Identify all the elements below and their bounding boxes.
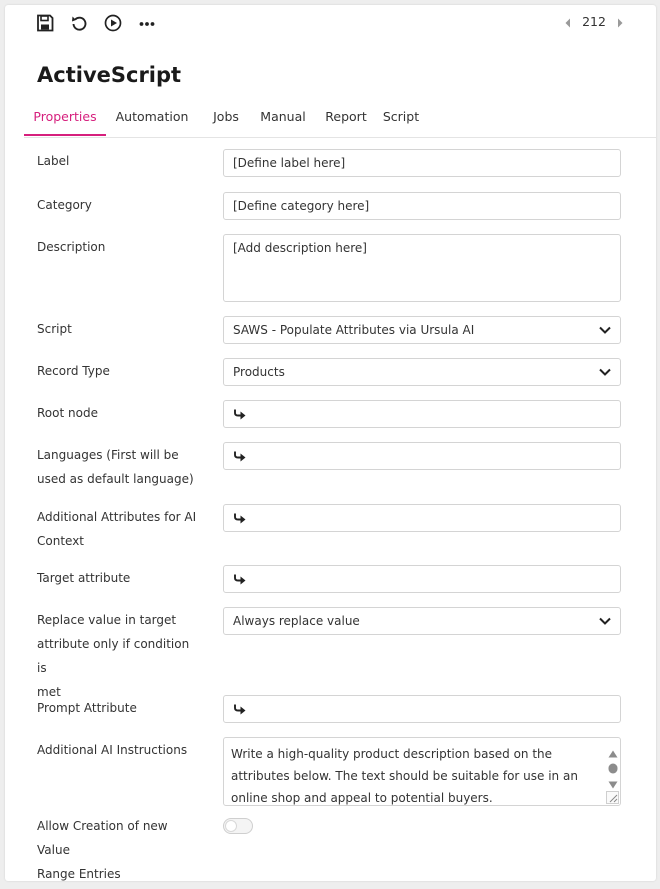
description-field-label: Description — [37, 240, 106, 254]
scroll-up-icon[interactable] — [607, 744, 619, 754]
record-type-field-label: Record Type — [37, 364, 110, 378]
script-select-value: SAWS - Populate Attributes via Ursula AI — [233, 323, 475, 337]
replace-value-select[interactable] — [223, 607, 621, 635]
target-attribute-input[interactable] — [223, 565, 621, 593]
replace-value-label-line2: attribute only if condition is — [37, 637, 190, 675]
undo-icon[interactable] — [69, 13, 89, 33]
additional-attributes-field-label — [37, 505, 202, 553]
description-textarea[interactable] — [223, 234, 621, 302]
toolbar — [5, 5, 656, 41]
target-attribute-field-label: Target attribute — [37, 571, 131, 585]
languages-label-line2: used as default language) — [37, 472, 194, 486]
description-textarea-value: [Add description here] — [233, 241, 367, 255]
additional-attributes-input[interactable] — [223, 504, 621, 532]
next-record-icon[interactable] — [615, 17, 625, 29]
tab-properties[interactable]: Properties — [24, 103, 106, 136]
record-number: 212 — [582, 14, 606, 29]
ai-instructions-field-label: Additional AI Instructions — [37, 743, 188, 757]
replace-value-select-value: Always replace value — [233, 614, 360, 628]
replace-value-label-line3: met — [37, 685, 61, 699]
save-icon[interactable] — [35, 13, 55, 33]
additional-attributes-label-line1: Additional Attributes for AI — [37, 510, 197, 524]
tab-jobs[interactable]: Jobs — [213, 109, 239, 124]
link-arrow-icon[interactable] — [233, 408, 247, 421]
replace-value-label-line1: Replace value in target — [37, 613, 177, 627]
replace-value-field-label — [37, 608, 202, 704]
allow-creation-toggle[interactable] — [223, 818, 253, 834]
play-icon[interactable] — [103, 13, 123, 33]
tab-script[interactable]: Script — [382, 109, 420, 124]
page-title: ActiveScript — [37, 63, 182, 87]
chevron-down-icon — [598, 616, 612, 626]
more-icon[interactable] — [137, 13, 157, 33]
tab-automation[interactable]: Automation — [115, 109, 189, 124]
allow-creation-label-line2: Range Entries — [37, 867, 121, 881]
tab-report[interactable]: Report — [325, 109, 367, 124]
allow-creation-label-line1: Allow Creation of new Value — [37, 819, 168, 857]
category-input[interactable] — [223, 192, 621, 220]
additional-attributes-label-line2: Context — [37, 534, 85, 548]
ai-instructions-textarea[interactable] — [223, 737, 621, 806]
category-input-value: [Define category here] — [233, 199, 370, 213]
link-arrow-icon[interactable] — [233, 450, 247, 463]
languages-field-label — [37, 443, 202, 491]
resize-handle-icon[interactable] — [606, 791, 619, 804]
label-input-value: [Define label here] — [233, 156, 346, 170]
root-node-input[interactable] — [223, 400, 621, 428]
root-node-field-label: Root node — [37, 406, 98, 420]
prompt-attribute-input[interactable] — [223, 695, 621, 723]
chevron-down-icon — [598, 325, 612, 335]
tab-manual[interactable]: Manual — [260, 109, 306, 124]
ai-instructions-text: Write a high-quality product description based on the attributes below. The text should be suitable for use in an online shop and appeal to potential buyers. — [231, 747, 578, 805]
link-arrow-icon[interactable] — [233, 703, 247, 716]
previous-record-icon[interactable] — [563, 17, 573, 29]
prompt-attribute-field-label: Prompt Attribute — [37, 701, 137, 715]
record-type-select[interactable] — [223, 358, 621, 386]
properties-panel — [5, 5, 656, 881]
category-field-label: Category — [37, 198, 92, 212]
link-arrow-icon[interactable] — [233, 573, 247, 586]
tab-bar — [24, 103, 656, 138]
scrollbar-thumb[interactable] — [607, 759, 619, 770]
label-input[interactable] — [223, 149, 621, 177]
toggle-knob — [225, 820, 237, 832]
link-arrow-icon[interactable] — [233, 512, 247, 525]
languages-input[interactable] — [223, 442, 621, 470]
allow-creation-field-label — [37, 814, 202, 886]
script-field-label: Script — [37, 322, 72, 336]
chevron-down-icon — [598, 367, 612, 377]
languages-label-line1: Languages (First will be — [37, 448, 179, 462]
record-type-select-value: Products — [233, 365, 285, 379]
script-select[interactable] — [223, 316, 621, 344]
label-field-label: Label — [37, 154, 70, 168]
scroll-down-icon[interactable] — [607, 775, 619, 785]
